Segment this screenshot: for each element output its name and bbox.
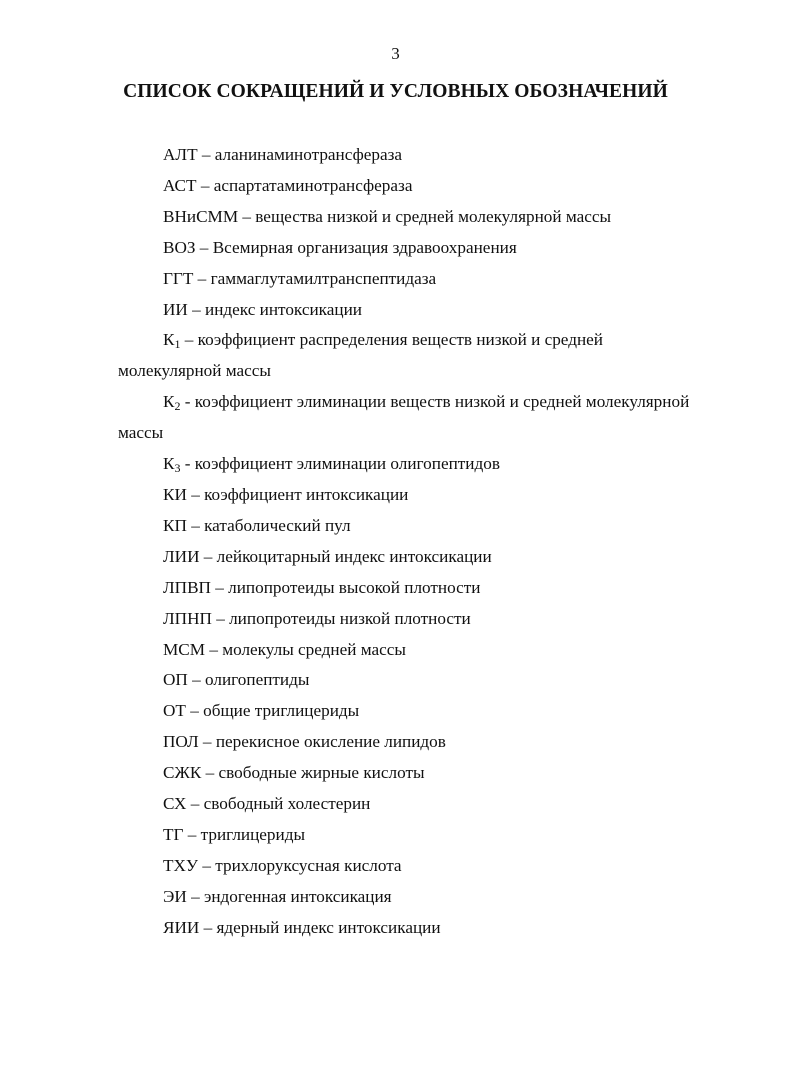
abbreviation-entry-lpvp: [118, 573, 738, 604]
separator: –: [197, 145, 215, 164]
abbreviation-term: СХ: [163, 794, 187, 814]
abbreviation-entry-sh: [118, 789, 738, 820]
separator: –: [187, 299, 206, 319]
abbreviation-term: ВНиСММ: [163, 206, 239, 226]
abbreviation-term: ЯИИ: [163, 917, 200, 937]
abbreviation-entry-thu: [118, 851, 738, 882]
abbreviation-term: ИИ: [163, 299, 188, 319]
abbreviation-term: ПОЛ: [163, 732, 199, 752]
abbreviation-term: ВОЗ: [163, 237, 196, 257]
abbreviation-definition: перекисное окисление липидов: [215, 732, 446, 752]
abbreviation-definition: коэффициент распределения веществ низкой и средней молекулярной массы: [118, 330, 603, 381]
abbreviation-definition: липопротеиды низкой плотности: [229, 608, 471, 628]
abbreviation-definition: общие триглицериды: [203, 701, 360, 721]
abbreviation-entry-ei: [118, 882, 738, 913]
separator: -: [180, 392, 195, 412]
page-number: 3: [391, 44, 400, 63]
abbreviation-term: КИ: [163, 484, 187, 504]
abbreviation-term: СЖК: [163, 763, 202, 783]
abbreviation-entry-alt: [118, 140, 738, 171]
subscript: 3: [174, 461, 181, 476]
separator: –: [199, 917, 217, 937]
abbreviation-term: ЛПВП: [163, 577, 211, 597]
separator: –: [198, 732, 216, 752]
abbreviation-definition: индекс интоксикации: [205, 299, 362, 319]
abbreviation-entry-kp: [118, 511, 738, 542]
abbreviation-entry-op: [118, 665, 738, 696]
separator: –: [198, 855, 216, 875]
abbreviation-definition: трихлоруксусная кислота: [215, 855, 402, 875]
separator: –: [183, 824, 201, 844]
abbreviation-definition: коэффициент элиминации веществ низкой и средней молекулярной массы: [118, 392, 690, 443]
abbreviation-definition: ядерный индекс интоксикации: [216, 917, 441, 937]
separator: –: [180, 330, 198, 350]
abbreviation-term: ЛИИ: [163, 546, 200, 566]
abbreviation-term: ТХУ: [163, 855, 199, 875]
abbreviation-definition: липопротеиды высокой плотности: [228, 577, 481, 597]
page-title: СПИСОК СОКРАЩЕНИЙ И УСЛОВНЫХ ОБОЗНАЧЕНИЙ: [123, 81, 668, 102]
abbreviation-entry-msm: [118, 635, 738, 666]
abbreviation-term: К: [163, 392, 175, 412]
abbreviation-definition: вещества низкой и средней молекулярной массы: [255, 206, 612, 226]
subscript: 2: [174, 399, 181, 414]
abbreviation-entry-lii: [118, 542, 738, 573]
abbreviation-definition: коэффициент интоксикации: [204, 484, 409, 504]
separator: –: [238, 206, 256, 226]
abbreviation-definition: свободный холестерин: [203, 794, 371, 814]
abbreviation-term: К: [163, 454, 175, 474]
abbreviation-entry-szhk: [118, 758, 738, 789]
abbreviation-entry-pol: [118, 727, 738, 758]
separator: –: [210, 577, 229, 597]
abbreviation-entry-ggt: [118, 264, 738, 295]
abbreviation-definition: Всемирная организация здравоохранения: [212, 237, 517, 257]
abbreviation-definition: свободные жирные кислоты: [218, 763, 425, 783]
abbreviation-definition: коэффициент элиминации олигопептидов: [194, 454, 500, 474]
abbreviation-term: ЭИ: [163, 886, 187, 906]
abbreviation-entry-yaii: [118, 913, 738, 944]
abbreviation-definition: аспартатаминотрансфераза: [213, 175, 413, 195]
abbreviation-definition: аланинаминотрансфераза: [214, 145, 402, 164]
separator: -: [180, 454, 195, 474]
abbreviation-entry-lpnp: [118, 604, 738, 635]
abbreviation-entry-ast: [118, 171, 738, 202]
abbreviation-term: ОП: [163, 670, 188, 690]
abbreviation-entry-k3: [118, 449, 738, 480]
abbreviation-definition: эндогенная интоксикация: [203, 886, 392, 906]
abbreviation-definition: триглицериды: [200, 824, 305, 844]
separator: –: [186, 886, 204, 906]
abbreviation-entry-ki: [118, 480, 738, 511]
abbreviation-entry-tg: [118, 820, 738, 851]
subscript: 1: [174, 337, 181, 352]
abbreviation-entry-k2: [118, 387, 738, 449]
abbreviation-term: К: [163, 330, 175, 350]
separator: –: [211, 608, 230, 628]
separator: –: [187, 670, 206, 690]
abbreviation-term: ЛПНП: [163, 608, 212, 628]
abbreviation-term: АСТ: [163, 175, 197, 195]
abbreviation-entry-k1: [118, 325, 658, 387]
abbreviation-entry-vnismm: [118, 202, 738, 233]
separator: –: [195, 237, 213, 257]
separator: –: [205, 639, 223, 659]
abbreviation-term: КП: [163, 515, 187, 535]
abbreviation-term: МСМ: [163, 639, 206, 659]
abbreviation-definition: катаболический пул: [204, 515, 351, 535]
abbreviation-entry-ot: [118, 696, 738, 727]
separator: –: [186, 515, 205, 535]
abbreviation-definition: олигопептиды: [205, 670, 310, 690]
separator: –: [196, 175, 214, 195]
abbreviation-entry-ii: [118, 295, 738, 326]
abbreviation-entry-voz: [118, 233, 738, 264]
separator: –: [186, 484, 205, 504]
abbreviation-list: [118, 140, 738, 944]
abbreviation-term: ГГТ: [163, 268, 194, 288]
abbreviation-term: АЛТ: [163, 145, 198, 164]
abbreviation-term: ТГ: [163, 824, 184, 844]
abbreviation-definition: гаммаглутамилтранспептидаза: [210, 268, 437, 288]
separator: –: [186, 794, 204, 814]
separator: –: [201, 763, 219, 783]
separator: –: [199, 546, 217, 566]
abbreviation-definition: молекулы средней массы: [222, 639, 406, 659]
abbreviation-definition: лейкоцитарный индекс интоксикации: [216, 546, 492, 566]
separator: –: [193, 268, 211, 288]
separator: –: [185, 701, 204, 721]
abbreviation-term: ОТ: [163, 701, 186, 721]
